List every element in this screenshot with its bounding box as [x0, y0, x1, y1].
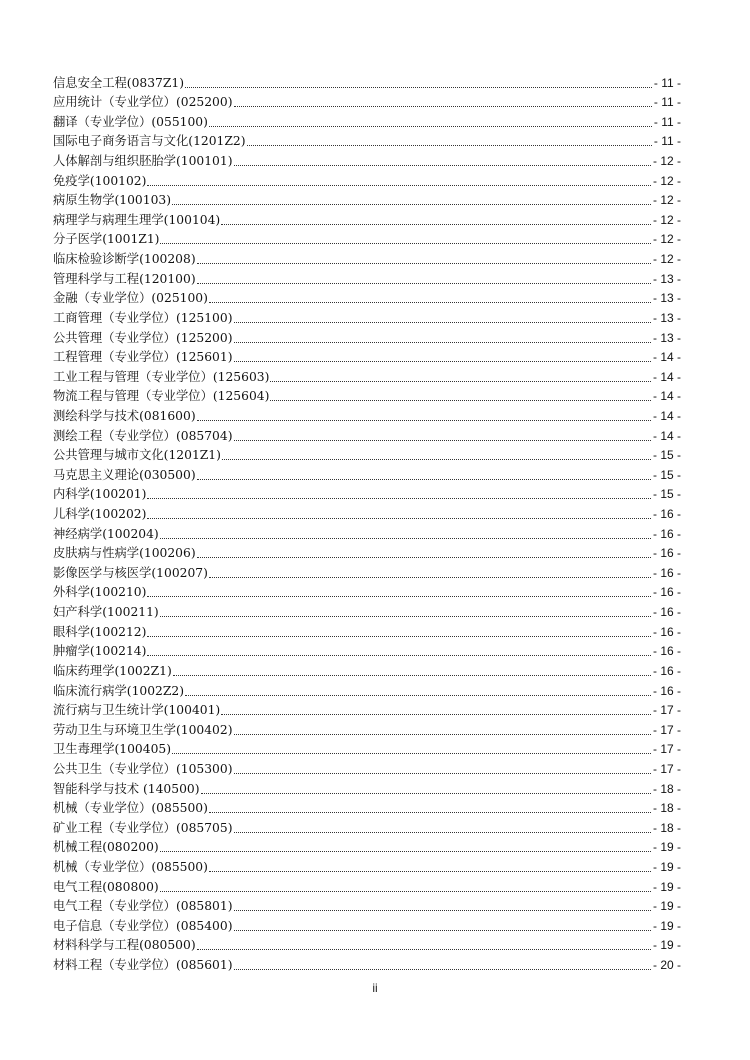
dot-leader: [197, 263, 651, 264]
toc-entry[interactable]: [53, 855, 681, 875]
toc-entry-title[interactable]: 卫生毒理学(100405): [53, 742, 172, 757]
toc-entry-page[interactable]: - 12 -: [652, 173, 681, 188]
toc-entry-page[interactable]: - 19 -: [652, 879, 681, 894]
dot-leader: [234, 734, 651, 735]
toc-entry-page[interactable]: - 17 -: [652, 761, 681, 776]
toc-entry[interactable]: [53, 228, 681, 248]
dot-leader: [147, 596, 651, 597]
dot-leader: [234, 910, 651, 911]
toc-entry-page[interactable]: - 14 -: [652, 408, 681, 423]
toc-entry-page[interactable]: - 19 -: [652, 859, 681, 874]
toc-entry[interactable]: [53, 444, 681, 464]
toc-entry-page[interactable]: - 17 -: [652, 703, 681, 718]
toc-entry-page[interactable]: - 16 -: [652, 585, 681, 600]
toc-entry[interactable]: [53, 346, 681, 366]
toc-entry-title[interactable]: 病原生物学(100103): [53, 193, 172, 208]
toc-entry-title[interactable]: 测绘科学与技术(081600): [53, 408, 196, 423]
toc-entry-title[interactable]: 肿瘤学(100214): [53, 644, 147, 659]
toc-entry[interactable]: [53, 600, 681, 620]
dot-leader: [147, 185, 651, 186]
toc-entry-title[interactable]: 工商管理（专业学位）(125100): [53, 310, 233, 325]
toc-entry[interactable]: [53, 718, 681, 738]
toc-entry[interactable]: [53, 365, 681, 385]
toc-entry[interactable]: [53, 502, 681, 522]
toc-entry-title[interactable]: 流行病与卫生统计学(100401): [53, 703, 221, 718]
toc-entry-title[interactable]: 材料科学与工程(080500): [53, 938, 196, 953]
toc-entry-page[interactable]: - 14 -: [652, 369, 681, 384]
dot-leader: [160, 538, 651, 539]
toc-entry-title[interactable]: 公共管理与城市文化(1201Z1): [53, 448, 221, 463]
toc-entry[interactable]: [53, 757, 681, 777]
dot-leader: [197, 283, 651, 284]
toc-entry-page[interactable]: - 11 -: [653, 134, 681, 149]
toc-entry-title[interactable]: 公共卫生（专业学位）(105300): [53, 761, 233, 776]
toc-entry[interactable]: [53, 71, 681, 91]
dot-leader: [234, 342, 651, 343]
dot-leader: [185, 87, 652, 88]
dot-leader: [160, 891, 651, 892]
toc-entry-title[interactable]: 金融（专业学位）(025100): [53, 291, 208, 306]
toc-entry-title[interactable]: 电子信息（专业学位）(085400): [53, 918, 233, 933]
toc-entry[interactable]: [53, 169, 681, 189]
dot-leader: [209, 302, 651, 303]
dot-leader: [234, 930, 651, 931]
toc-entry[interactable]: [53, 738, 681, 758]
toc-entry-title[interactable]: 分子医学(1001Z1): [53, 232, 160, 247]
toc-entry-title[interactable]: 劳动卫生与环境卫生学(100402): [53, 722, 233, 737]
toc-entry-title[interactable]: 管理科学与工程(120100): [53, 271, 196, 286]
toc-entry-title[interactable]: 影像医学与核医学(100207): [53, 565, 208, 580]
dot-leader: [234, 969, 651, 970]
toc-entry-title[interactable]: 智能科学与技术 (140500): [53, 781, 200, 796]
toc-entry[interactable]: [53, 953, 681, 973]
dot-leader: [160, 851, 651, 852]
toc-entry-title[interactable]: 临床检验诊断学(100208): [53, 252, 196, 267]
toc-entry[interactable]: [53, 777, 681, 797]
toc-entry-title[interactable]: 临床药理学(1002Z1): [53, 663, 172, 678]
toc-entry-title[interactable]: 免疫学(100102): [53, 173, 147, 188]
dot-leader: [160, 616, 651, 617]
toc-entry-page[interactable]: - 14 -: [652, 389, 681, 404]
toc-entry-page[interactable]: - 18 -: [652, 801, 681, 816]
toc-entry-page[interactable]: - 11 -: [653, 75, 681, 90]
toc-entry-page[interactable]: - 11 -: [653, 114, 681, 129]
toc-entry-page[interactable]: - 11 -: [653, 95, 681, 110]
toc-entry-title[interactable]: 应用统计（专业学位）(025200): [53, 95, 233, 110]
toc-entry-page[interactable]: - 15 -: [652, 487, 681, 502]
dot-leader: [209, 812, 651, 813]
toc-entry-title[interactable]: 机械（专业学位）(085500): [53, 801, 208, 816]
toc-entry-title[interactable]: 人体解剖与组织胚胎学(100101): [53, 154, 233, 169]
dot-leader: [201, 793, 651, 794]
toc-entry-page[interactable]: - 12 -: [652, 232, 681, 247]
dot-leader: [209, 871, 651, 872]
toc-entry[interactable]: [53, 699, 681, 719]
toc-entry-page[interactable]: - 12 -: [652, 154, 681, 169]
toc-entry-page[interactable]: - 19 -: [652, 899, 681, 914]
dot-leader: [173, 675, 651, 676]
toc-entry[interactable]: [53, 522, 681, 542]
toc-entry[interactable]: [53, 189, 681, 209]
toc-entry[interactable]: [53, 149, 681, 169]
toc-entry[interactable]: [53, 404, 681, 424]
toc-entry-title[interactable]: 机械（专业学位）(085500): [53, 859, 208, 874]
toc-entry-page[interactable]: - 14 -: [652, 350, 681, 365]
toc-entry[interactable]: [53, 326, 681, 346]
dot-leader: [172, 204, 651, 205]
toc-entry-title[interactable]: 国际电子商务语言与文化(1201Z2): [53, 134, 246, 149]
dot-leader: [234, 106, 652, 107]
dot-leader: [147, 636, 651, 637]
dot-leader: [234, 361, 651, 362]
dot-leader: [221, 714, 651, 715]
toc-entry-page[interactable]: - 16 -: [652, 644, 681, 659]
toc-entry-title[interactable]: 内科学(100201): [53, 487, 147, 502]
toc-entry-title[interactable]: 临床流行病学(1002Z2): [53, 683, 185, 698]
toc-entry-page[interactable]: - 19 -: [652, 840, 681, 855]
toc-entry[interactable]: [53, 797, 681, 817]
toc-entry[interactable]: [53, 208, 681, 228]
dot-leader: [234, 440, 651, 441]
toc-entry[interactable]: [53, 875, 681, 895]
toc-entry-page[interactable]: - 16 -: [652, 624, 681, 639]
toc-entry[interactable]: [53, 679, 681, 699]
toc-entry[interactable]: [53, 267, 681, 287]
page-number: ii: [372, 981, 378, 995]
toc-entry-title[interactable]: 皮肤病与性病学(100206): [53, 546, 196, 561]
dot-leader: [172, 753, 651, 754]
toc-entry[interactable]: [53, 483, 681, 503]
toc-entry-page[interactable]: - 20 -: [652, 958, 681, 973]
toc-entry-page[interactable]: - 15 -: [652, 448, 681, 463]
toc-entry-page[interactable]: - 12 -: [652, 212, 681, 227]
toc-entry-title[interactable]: 物流工程与管理（专业学位）(125604): [53, 389, 270, 404]
toc-entry-page[interactable]: - 13 -: [652, 291, 681, 306]
dot-leader: [222, 459, 651, 460]
toc-entry-title[interactable]: 信息安全工程(0837Z1): [53, 75, 185, 90]
toc-entry-title[interactable]: 机械工程(080200): [53, 840, 159, 855]
toc-entry[interactable]: [53, 91, 681, 111]
dot-leader: [185, 695, 651, 696]
toc-entry[interactable]: [53, 620, 681, 640]
toc-entry[interactable]: [53, 110, 681, 130]
toc-entry-page[interactable]: - 18 -: [652, 820, 681, 835]
dot-leader: [247, 145, 652, 146]
dot-leader: [147, 518, 651, 519]
toc-entry-page[interactable]: - 13 -: [652, 271, 681, 286]
dot-leader: [160, 243, 651, 244]
toc-entry-page[interactable]: - 13 -: [652, 330, 681, 345]
toc-entry[interactable]: [53, 424, 681, 444]
toc-entry-title[interactable]: 工业工程与管理（专业学位）(125603): [53, 369, 270, 384]
toc-entry-page[interactable]: - 19 -: [652, 938, 681, 953]
toc-entry-page[interactable]: - 12 -: [652, 252, 681, 267]
toc-entry-page[interactable]: - 17 -: [652, 742, 681, 757]
toc-entry-title[interactable]: 公共管理（专业学位）(125200): [53, 330, 233, 345]
toc-entry[interactable]: [53, 934, 681, 954]
toc-entry-title[interactable]: 矿业工程（专业学位）(085705): [53, 820, 233, 835]
dot-leader: [197, 949, 651, 950]
toc-entry-title[interactable]: 妇产科学(100211): [53, 605, 159, 620]
toc-entry-page[interactable]: - 16 -: [652, 683, 681, 698]
table-of-contents: [53, 71, 681, 973]
toc-entry[interactable]: [53, 914, 681, 934]
toc-entry[interactable]: [53, 306, 681, 326]
toc-entry-title[interactable]: 神经病学(100204): [53, 526, 159, 541]
toc-entry-page[interactable]: - 16 -: [652, 546, 681, 561]
toc-entry[interactable]: [53, 581, 681, 601]
toc-entry-title[interactable]: 材料工程（专业学位）(085601): [53, 958, 233, 973]
toc-entry[interactable]: [53, 287, 681, 307]
toc-entry-page[interactable]: - 16 -: [652, 507, 681, 522]
dot-leader: [147, 655, 651, 656]
dot-leader: [197, 420, 651, 421]
dot-leader: [270, 400, 651, 401]
toc-entry-page[interactable]: - 18 -: [652, 781, 681, 796]
dot-leader: [147, 498, 651, 499]
toc-entry-page[interactable]: - 12 -: [652, 193, 681, 208]
toc-entry-page[interactable]: - 17 -: [652, 722, 681, 737]
dot-leader: [209, 126, 652, 127]
dot-leader: [197, 557, 651, 558]
toc-entry[interactable]: [53, 247, 681, 267]
toc-entry-page[interactable]: - 14 -: [652, 428, 681, 443]
toc-entry-page[interactable]: - 16 -: [652, 526, 681, 541]
toc-entry-title[interactable]: 病理学与病理生理学(100104): [53, 212, 221, 227]
toc-entry-title[interactable]: 测绘工程（专业学位）(085704): [53, 428, 233, 443]
toc-entry-page[interactable]: - 16 -: [652, 565, 681, 580]
toc-entry[interactable]: [53, 836, 681, 856]
toc-entry[interactable]: [53, 816, 681, 836]
dot-leader: [234, 322, 651, 323]
toc-entry[interactable]: [53, 130, 681, 150]
toc-entry-page[interactable]: - 13 -: [652, 310, 681, 325]
dot-leader: [209, 577, 651, 578]
toc-entry[interactable]: [53, 561, 681, 581]
toc-entry-title[interactable]: 儿科学(100202): [53, 507, 147, 522]
dot-leader: [234, 165, 651, 166]
toc-entry-title[interactable]: 工程管理（专业学位）(125601): [53, 350, 233, 365]
toc-entry-page[interactable]: - 16 -: [652, 663, 681, 678]
toc-entry-title[interactable]: 电气工程(080800): [53, 879, 159, 894]
toc-entry-title[interactable]: 马克思主义理论(030500): [53, 467, 196, 482]
toc-entry[interactable]: [53, 542, 681, 562]
toc-entry-page[interactable]: - 19 -: [652, 918, 681, 933]
dot-leader: [221, 224, 651, 225]
toc-entry-page[interactable]: - 15 -: [652, 467, 681, 482]
dot-leader: [234, 773, 651, 774]
dot-leader: [197, 479, 651, 480]
dot-leader: [270, 381, 651, 382]
toc-entry-title[interactable]: 外科学(100210): [53, 585, 147, 600]
toc-entry-title[interactable]: 翻译（专业学位）(055100): [53, 114, 208, 129]
dot-leader: [234, 832, 651, 833]
toc-entry[interactable]: [53, 463, 681, 483]
toc-entry-page[interactable]: - 16 -: [652, 605, 681, 620]
toc-entry[interactable]: [53, 385, 681, 405]
toc-entry-title[interactable]: 眼科学(100212): [53, 624, 147, 639]
toc-entry-title[interactable]: 电气工程（专业学位）(085801): [53, 899, 233, 914]
toc-entry[interactable]: [53, 895, 681, 915]
toc-entry[interactable]: [53, 659, 681, 679]
toc-entry[interactable]: [53, 640, 681, 660]
